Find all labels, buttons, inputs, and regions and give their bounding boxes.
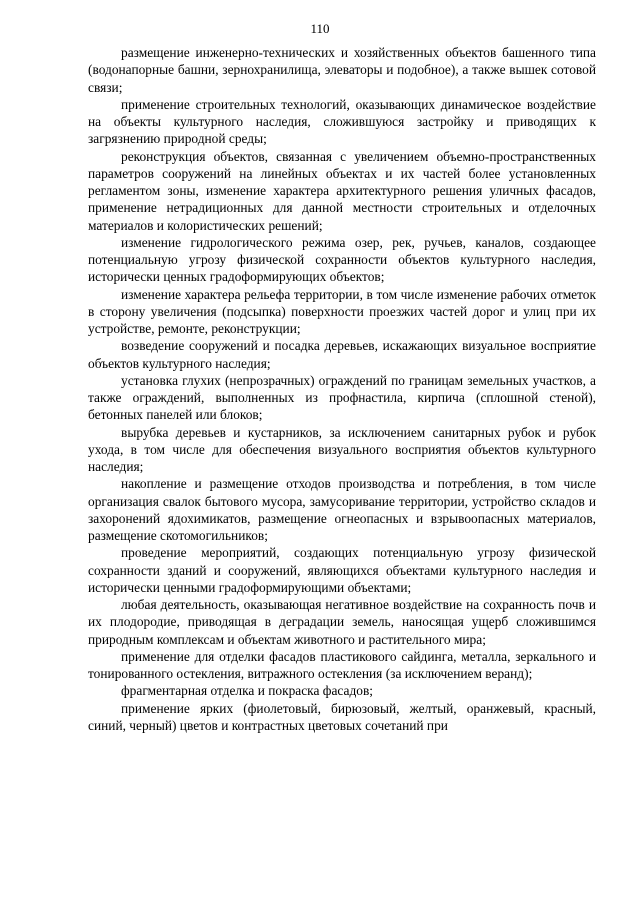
paragraph: применение строительных технологий, оказывающих динамическое воздействие на объекты культурного наследия, сложившуюся застройку и приводящих к загрязнению природной среды;: [88, 96, 596, 147]
paragraph: любая деятельность, оказывающая негативное воздействие на сохранность почв и их плодородие, приводящая в деградации земель, наносящая ущерб сложившимся природным комплексам и объектам животного и растительного мира;: [88, 597, 596, 647]
paragraph: применение для отделки фасадов пластикового сайдинга, металла, зеркального и тонированного остекления, витражного остекления (за исключением веранд);: [88, 648, 596, 681]
paragraph: фрагментарная отделка и покраска фасадов;: [121, 683, 373, 699]
paragraph: изменение гидрологического режима озер, рек, ручьев, каналов, создающее потенциальную угрозу физической сохранности объектов культурного наследия, исторически ценных градоформирующих объектов;: [88, 234, 596, 285]
page-number: 110: [310, 21, 330, 36]
paragraph: изменение характера рельефа территории, в том числе изменение рабочих отметок в сторону увеличения (подсыпка) поверхности проезжих частей дорог и улиц при их устройстве, ремонте, реконструкции;: [88, 286, 596, 336]
paragraph: накопление и размещение отходов производства и потребления, в том числе организация свалок бытового мусора, замусоривание территории, устройство складов и захоронений ядохимикатов, размещение огнеопасных и взрывоопасных материалов, размещение скотомогильников;: [88, 476, 596, 543]
paragraph: установка глухих (непрозрачных) ограждений по границам земельных участков, а также ограждений, выполненных из профнастила, кирпича (сплошной стеной), бетонных панелей или блоков;: [88, 372, 596, 423]
paragraph: возведение сооружений и посадка деревьев, искажающих визуальное восприятие объектов культурного наследия;: [88, 338, 596, 371]
document-body: [88, 44, 596, 734]
paragraph: вырубка деревьев и кустарников, за исключением санитарных рубок и рубок ухода, в том числе для обеспечения визуального восприятия объектов культурного наследия;: [88, 424, 596, 474]
paragraph: проведение мероприятий, создающих потенциальную угрозу физической сохранности зданий и сооружений, являющихся объектами культурного наследия и исторически ценными градоформирующими объектами;: [88, 545, 596, 595]
paragraph: применение ярких (фиолетовый, бирюзовый, желтый, оранжевый, красный, синий, черный) цветов и контрастных цветовых сочетаний при: [88, 700, 596, 733]
paragraph: реконструкция объектов, связанная с увеличением объемно-пространственных параметров сооружений на линейных объектах и их частей более установленных регламентом зоны, изменение характера архитектурного решения уличных фасадов, применение нетрадиционных для данной местности строительных и отделочных материалов и колористических решений;: [88, 148, 596, 233]
paragraph: размещение инженерно-технических и хозяйственных объектов башенного типа (водонапорные башни, зернохранилища, элеваторы и подобное), а также вышек сотовой связи;: [88, 45, 596, 95]
